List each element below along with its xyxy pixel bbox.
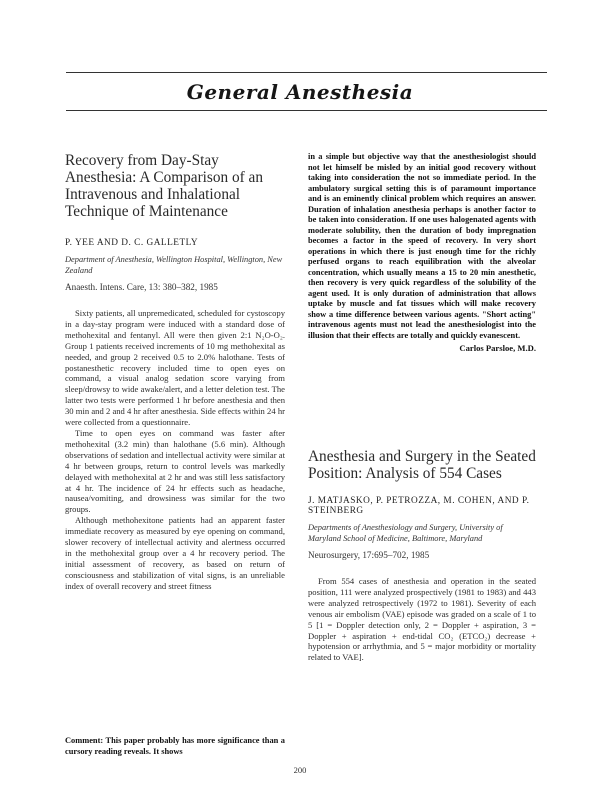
article-2-paragraph: From 554 cases of anesthesia and operation in the seated position, 111 were analyzed prospectively (1981 to 1983) and 443 were analyzed retrospectively (1972 to 1981). Severity of each venous air embolism (VAE) episode was graded on a scale of 1 to 5 [1 = Doppler detection only, 2 = Doppler + aspiration, 3 = Doppler + aspiration + end-tidal CO₂ (ETCO₂) decrease + hypotension or arrhythmia, and 5 = major morbidity or mortality related to VAE]. (308, 576, 536, 663)
article-1-comment-start: Comment: This paper probably has more significance than a cursory reading reveals. It shows (65, 736, 285, 756)
article-1-citation: Anaesth. Intens. Care, 13: 380–382, 1985 (65, 282, 218, 292)
header-rule-top (66, 72, 547, 73)
article-1-title: Recovery from Day-Stay Anesthesia: A Comparison of an Intravenous and Inhalational Technique of Maintenance (65, 152, 263, 220)
article-1-authors: P. YEE AND D. C. GALLETLY (65, 238, 199, 248)
article-1-abstract (65, 308, 285, 592)
article-1 (65, 152, 285, 592)
article-1-affiliation: Department of Anesthesia, Wellington Hospital, Wellington, New Zealand (65, 255, 283, 275)
section-title: General Anesthesia (186, 80, 414, 104)
article-2-citation: Neurosurgery, 17:695–702, 1985 (308, 550, 430, 560)
article-1-comment-continued: in a simple but objective way that the anesthesiologist should not let himself be misled by an initial good recovery without taking into consideration the not so immediate period. In the ambulatory surgical setting this is of paramount importance and is an eminently clinical problem which requires an answer. Duration of inhalation anesthesia perhaps is another factor to be taken into consideration. If one uses halogenated agents with moderate solubility, then the duration of body impregnation becomes a factor in the speed of recovery. In very short operations in which there is just enough time for the richly perfused organs to reach equilibration with the alveolar concentration, which usually means a 15 to 20 min anesthetic, then recovery is very quick regardless of the solubility of the agent used. It is only duration of administration that allows uptake by muscle and fat tissues which will make recovery show a time difference between various agents. "Short acting" intravenous agents must not lead the anesthesiologist into the illusion that their effects are totally and quickly evanescent. (308, 152, 536, 340)
article-1-paragraph: Sixty patients, all unpremedicated, scheduled for cystoscopy in a day-stay program were induced with a standard dose of methohexital and fentanyl. All were then given 2:1 N₂O-O₂. Group 1 patients received increments of 10 mg methohexital as needed, and group 2 received 0.5 to 2.0% halothane. Tests of postanesthetic recovery included time to open eyes on command, a visual analog sedation score varying from sleep/drowsy to wide awake/alert, and a letter deletion test. The latter two tests were performed 1 hr before anesthesia and then 30 min and 2 and 4 hr after anesthesia. Side effects within 24 hr were collected from a questionnaire. (65, 308, 285, 428)
page-number: 200 (293, 765, 307, 775)
comment-signature: Carlos Parsloe, M.D. (459, 343, 536, 353)
article-1-paragraph: Time to open eyes on command was faster after methohexital (3.2 min) than halothane (5.6 min). Although observations of sedation and intellectual activity were similar at 4 hr between groups, return to control levels was markedly delayed with methohexital at 2 hr and was still less satisfactory at 4 hr. The incidence of 24 hr effects such as headache, nausea/vomiting, and drowsiness was similar for the two groups. (65, 427, 285, 515)
header-rule-bottom (66, 110, 547, 111)
article-1-paragraph: Although methohexitone patients had an apparent faster immediate recovery as measured by eye opening on command, slower recovery of intellectual activity and alertness occurred in the methohexital group over a 4 hr recovery period. The initial assessment of recovery, as based on return of consciousness and stabilization of vital signs, is an unreliable index of overall recovery and street fitness (65, 515, 285, 591)
article-1-comment-continued-block (308, 152, 536, 353)
article-2-affiliation: Departments of Anesthesiology and Surgery, University of Maryland School of Medicine, Baltimore, Maryland (308, 523, 503, 543)
article-2-authors: J. MATJASKO, P. PETROZZA, M. COHEN, AND P. STEINBERG (308, 496, 530, 516)
article-2 (308, 448, 536, 663)
article-2-abstract (308, 576, 536, 663)
article-2-title: Anesthesia and Surgery in the Seated Position: Analysis of 554 Cases (308, 448, 536, 482)
